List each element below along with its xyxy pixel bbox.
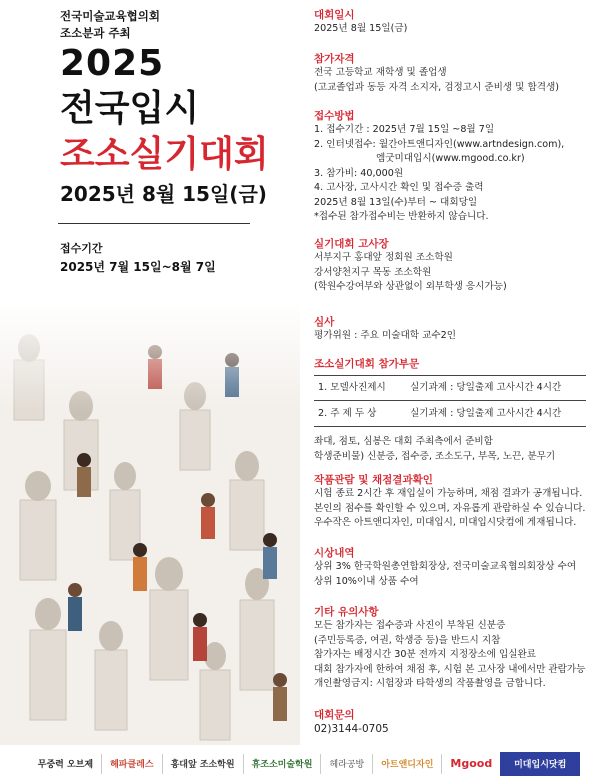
divider bbox=[314, 400, 586, 401]
section-line: (학원수강여부와 상관없이 외부학생 응시가능) bbox=[314, 281, 507, 292]
section-line: 4. 고사장, 고사시간 확인 및 접수증 출력 bbox=[314, 182, 484, 193]
section-application bbox=[314, 109, 609, 225]
section-line: 좌대, 점토, 심봉은 대회 주최측에서 준비함 bbox=[314, 436, 493, 447]
category-name: 2. 주 제 두 상 bbox=[318, 408, 377, 419]
section-title: 접수방법 bbox=[314, 110, 355, 122]
section-line: 2. 인터넷접수: 월간아트앤디자인(www.artndesign.com), bbox=[314, 138, 565, 150]
section-line: 우수작은 아트앤디자인, 미대입시, 미대입시닷컴에 게재됩니다. bbox=[314, 517, 577, 528]
sponsor-logo: 무중력 오브제 bbox=[37, 760, 94, 770]
section-body bbox=[314, 66, 609, 95]
section-body bbox=[314, 329, 609, 344]
category-row bbox=[314, 407, 609, 421]
section-line: 3. 참가비: 40,000원 bbox=[314, 167, 404, 179]
section-awards bbox=[314, 546, 609, 589]
section-viewing bbox=[314, 473, 609, 531]
section-body bbox=[314, 722, 609, 737]
section-line: 2025년 8월 15일(금) bbox=[314, 23, 408, 34]
sponsor-logo: 홍대앞 조소학원 bbox=[170, 760, 235, 770]
section-line: 개인촬영금지: 시험장과 타학생의 작품촬영을 금합니다. bbox=[314, 678, 546, 689]
section-line: 본인의 점수를 확인할 수 있으며, 자유롭게 관람하실 수 있습니다. bbox=[314, 502, 586, 514]
sponsor-bar bbox=[0, 747, 614, 780]
section-line: (고교졸업과 동등 자격 소지자, 검정고시 준비생 및 합격생) bbox=[314, 81, 560, 93]
section-title: 심사 bbox=[314, 316, 335, 328]
section-body bbox=[314, 560, 609, 589]
poster-left-column bbox=[0, 0, 300, 745]
divider bbox=[58, 223, 250, 224]
divider bbox=[314, 426, 586, 427]
section-judging bbox=[314, 315, 609, 344]
divider bbox=[372, 754, 373, 774]
section-line: 강서양천지구 목동 조소학원 bbox=[314, 266, 432, 278]
section-contact bbox=[314, 708, 609, 737]
category-detail: 실기과제 : 당일출제 고사시간 4시간 bbox=[410, 382, 562, 393]
poster-title-line-1: 전국입시 bbox=[60, 88, 200, 129]
section-body bbox=[314, 251, 609, 295]
section-title: 대회일시 bbox=[314, 9, 355, 21]
section-title: 조소실기대회 참가부문 bbox=[314, 358, 420, 370]
section-body bbox=[314, 123, 609, 225]
section-body bbox=[314, 22, 609, 37]
sponsor-logo: 미대입시닷컴 bbox=[500, 752, 580, 776]
section-line: 시험 종료 2시간 후 재입실이 가능하며, 채점 결과가 공개됩니다. bbox=[314, 488, 583, 499]
section-title: 작품관람 및 채점결과확인 bbox=[314, 474, 433, 486]
section-line: 상위 10%이내 상품 수여 bbox=[314, 575, 419, 587]
section-line: 1. 접수기간 : 2025년 7월 15일 ~8월 7일 bbox=[314, 124, 495, 135]
divider bbox=[320, 754, 321, 774]
section-body bbox=[314, 435, 609, 464]
section-line: 서부지구 홍대앞 정회원 조소학원 bbox=[314, 252, 453, 263]
divider bbox=[441, 754, 442, 774]
section-line: 평가위원 : 주요 미술대학 교수2인 bbox=[314, 330, 457, 341]
poster-year: 2025 bbox=[60, 43, 165, 84]
section-line: 전국 고등학교 재학생 및 졸업생 bbox=[314, 67, 447, 78]
divider bbox=[243, 754, 244, 774]
section-line: 참가자는 배정시간 30분 전까지 지정장소에 입실완료 bbox=[314, 649, 537, 660]
sponsor-logo: 헤라공방 bbox=[329, 760, 365, 770]
divider bbox=[314, 375, 586, 376]
section-line: 상위 3% 한국학원총연합회장상, 전국미술교육협의회장상 수여 bbox=[314, 561, 577, 572]
sponsor-logo: Mgood bbox=[450, 757, 493, 770]
registration-period: 2025년 7월 15일~8월 7일 bbox=[60, 260, 216, 274]
section-line: 엠굿미대입시(www.mgood.co.kr) bbox=[376, 153, 525, 164]
section-body bbox=[314, 619, 609, 692]
category-row bbox=[314, 381, 609, 395]
sponsor-logo: 헤파클레스 bbox=[110, 760, 154, 770]
registration-label: 접수기간 bbox=[60, 242, 103, 255]
section-categories bbox=[314, 357, 609, 464]
section-line: 학생준비물) 신분증, 접수증, 조소도구, 부목, 노끈, 분무기 bbox=[314, 450, 556, 462]
section-body bbox=[314, 487, 609, 531]
divider bbox=[162, 754, 163, 774]
section-title: 실기대회 고사장 bbox=[314, 238, 389, 250]
section-title: 시상내역 bbox=[314, 547, 355, 559]
organizer-line-2: 조소분과 주최 bbox=[60, 26, 131, 40]
section-title: 대회문의 bbox=[314, 709, 355, 721]
organizer-line-1: 전국미술교육협의회 bbox=[60, 9, 160, 23]
section-title: 기타 유의사항 bbox=[314, 606, 379, 618]
divider bbox=[101, 754, 102, 774]
section-notes bbox=[314, 605, 609, 692]
section-line: (주민등록증, 여권, 학생증 등)을 반드시 지참 bbox=[314, 634, 501, 646]
section-venue bbox=[314, 237, 609, 295]
section-line: 대회 참가자에 한하여 채점 후, 시험 본 고사장 내에서만 관람가능 bbox=[314, 663, 586, 675]
section-line: *접수된 참가접수비는 반환하지 않습니다. bbox=[314, 211, 489, 222]
contact-phone: 02)3144-0705 bbox=[314, 723, 389, 735]
sculpture-studio-illustration bbox=[0, 300, 300, 745]
poster-title-line-2: 조소실기대회 bbox=[60, 134, 269, 175]
organizer bbox=[60, 8, 160, 42]
sponsor-logo: 아트앤디자인 bbox=[381, 760, 434, 770]
sponsor-logo: 휴조소미술학원 bbox=[251, 760, 313, 770]
section-eligibility bbox=[314, 52, 609, 95]
section-line: 2025년 8월 13일(수)부터 ~ 대회당일 bbox=[314, 196, 478, 208]
category-name: 1. 모델사진제시 bbox=[318, 382, 386, 393]
section-title: 참가자격 bbox=[314, 53, 355, 65]
poster-date: 2025년 8월 15일(금) bbox=[60, 182, 267, 206]
section-contest-date bbox=[314, 8, 609, 37]
section-line: 모든 참가자는 접수증과 사진이 부착된 신분증 bbox=[314, 620, 506, 631]
category-detail: 실기과제 : 당일출제 고사시간 4시간 bbox=[410, 408, 562, 419]
